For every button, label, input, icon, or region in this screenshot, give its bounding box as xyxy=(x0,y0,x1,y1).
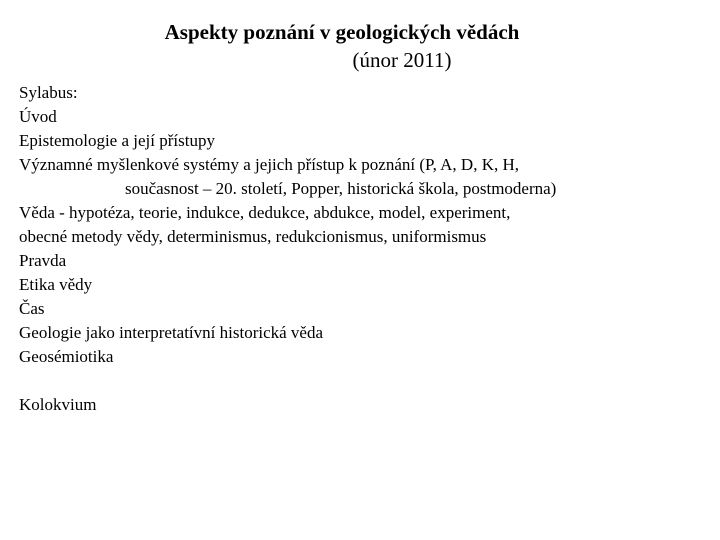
syllabus-item: Geosémiotika xyxy=(19,347,114,366)
syllabus-final: Kolokvium xyxy=(19,395,97,414)
spacer xyxy=(19,369,709,393)
syllabus-item: Etika vědy xyxy=(19,275,93,294)
syllabus-label: Sylabus: xyxy=(19,83,78,102)
syllabus-body xyxy=(19,81,709,417)
syllabus-item: Geologie jako interpretatívní historická věda xyxy=(19,323,324,342)
syllabus-item: Pravda xyxy=(19,251,67,270)
syllabus-item: Úvod xyxy=(19,107,57,126)
syllabus-item: Věda - hypotéza, teorie, indukce, dedukce, abdukce, model, experiment, xyxy=(19,203,511,222)
slide-title xyxy=(0,18,684,74)
syllabus-item-continuation: obecné metody vědy, determinismus, redukcionismus, uniformismus xyxy=(19,227,487,246)
title-main: Aspekty poznání v geologických vědách xyxy=(164,20,520,44)
syllabus-item: Epistemologie a její přístupy xyxy=(19,131,215,150)
title-date: (únor 2011) xyxy=(352,48,452,72)
syllabus-item: Významné myšlenkové systémy a jejich přístup k poznání (P, A, D, K, H, xyxy=(19,155,520,174)
syllabus-item-continuation: současnost – 20. století, Popper, historická škola, postmoderna) xyxy=(125,179,557,198)
syllabus-item: Čas xyxy=(19,299,45,318)
